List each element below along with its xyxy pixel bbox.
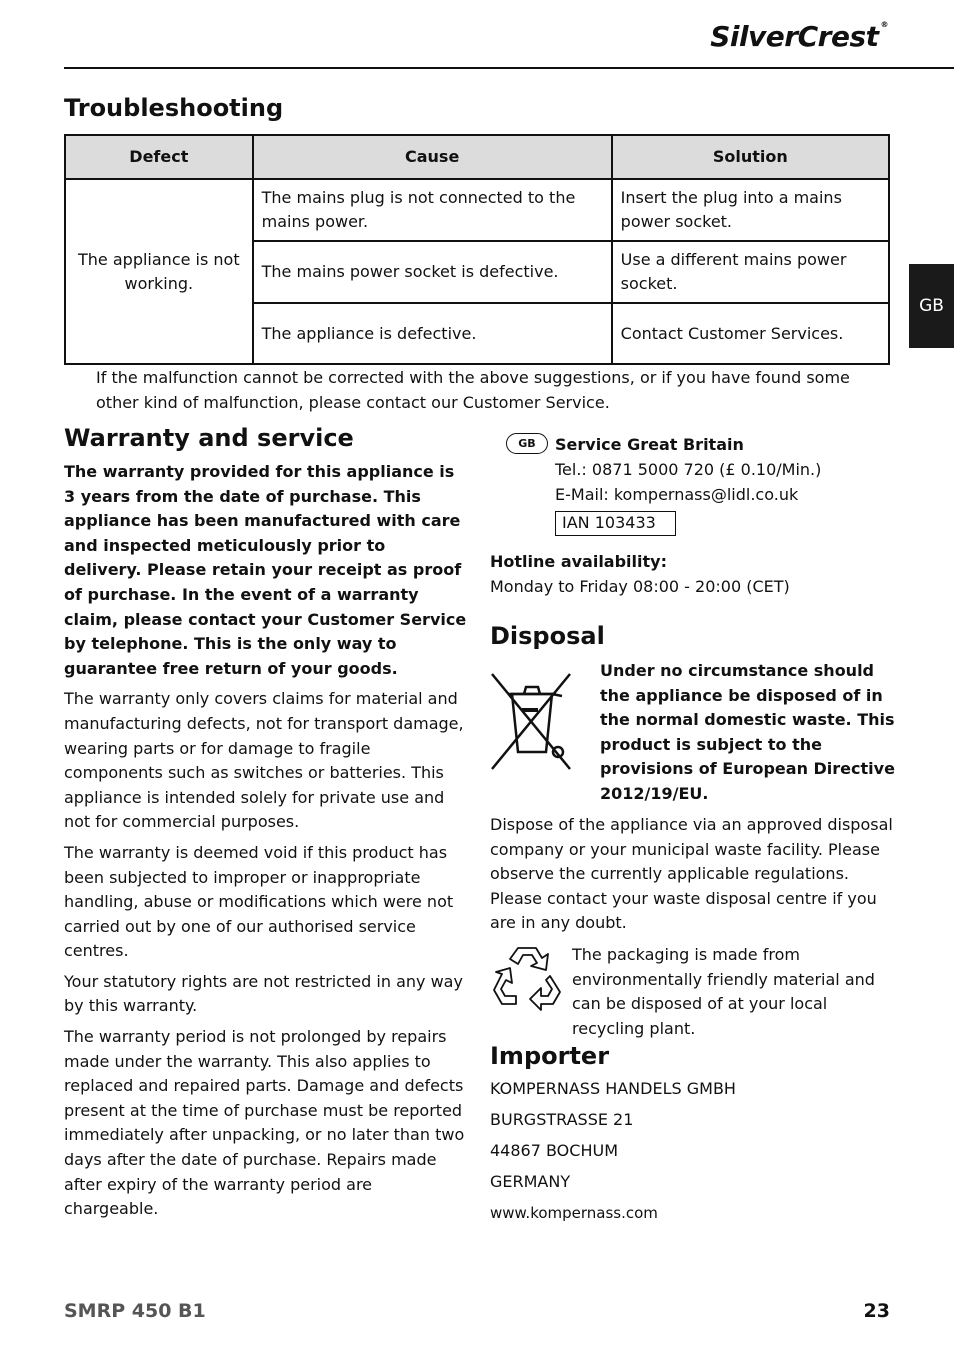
troubleshooting-note: If the malfunction cannot be corrected with the above suggestions, or if you have found some other kind of malfunction, please contact our Customer Service. <box>96 368 850 412</box>
crossed-out-bin-icon <box>490 672 572 772</box>
troubleshooting-heading: Troubleshooting <box>64 94 284 122</box>
warranty-paragraph: The warranty only covers claims for material and manufacturing defects, not for transport damage, wearing parts or for damage to fragile components such as switches or batteries. This appliance is intended solely for private use and not for commercial purposes. <box>64 689 464 832</box>
importer-address <box>490 1077 890 1232</box>
defect-cell: The appliance is not working. <box>65 179 253 364</box>
warranty-heading: Warranty and service <box>64 424 354 452</box>
importer-line: BURGSTRASSE 21 <box>490 1110 634 1129</box>
solution-cell: Use a different mains power socket. <box>612 241 889 303</box>
disposal-warning: Under no circumstance should the appliance be disposed of in the normal domestic waste. This product is subject to the provisions of European Directive 2012/19/EU. <box>600 661 895 803</box>
warranty-intro: The warranty provided for this appliance is 3 years from the date of purchase. This appliance has been manufactured with care and inspected meticulously prior to delivery. Please retain your receipt as proof of purchase. In the event of a warranty claim, please contact your Customer Service by telephone. This is the only way to guarantee free return of your goods. <box>64 462 467 678</box>
brand-logo: SilverCrest ® <box>710 20 888 53</box>
cause-cell: The mains plug is not connected to the mains power. <box>253 179 612 241</box>
service-title: Service Great Britain <box>555 435 744 454</box>
footer-model: SMRP 450 B1 <box>64 1300 206 1322</box>
warranty-paragraph: The warranty period is not prolonged by repairs made under the warranty. This also applies to replaced and repaired parts. Damage and defects present at the time of purchase must be reported immediately after unpacking, or no later than two days after the date of purchase. Repairs made after expiry of the warranty period are chargeable. <box>64 1027 465 1219</box>
column-header-defect: Defect <box>65 135 253 179</box>
warranty-body <box>64 460 468 1228</box>
cause-cell: The appliance is defective. <box>253 303 612 364</box>
disposal-text: Dispose of the appliance via an approved disposal company or your municipal waste facility. Please observe the currently applicable regulations. Please contact your waste disposal centre if you are in any doubt. <box>490 815 893 933</box>
importer-website: www.kompernass.com <box>490 1204 658 1222</box>
importer-line: 44867 BOCHUM <box>490 1141 618 1160</box>
troubleshooting-table <box>64 134 890 365</box>
warranty-paragraph: Your statutory rights are not restricted in any way by this warranty. <box>64 971 463 1016</box>
hotline-info <box>490 549 890 599</box>
disposal-heading: Disposal <box>490 622 605 650</box>
importer-heading: Importer <box>490 1042 610 1070</box>
language-tab <box>909 264 954 348</box>
table-row <box>65 179 889 241</box>
service-contact <box>555 432 895 507</box>
language-tab-label: GB <box>919 296 944 316</box>
column-header-cause: Cause <box>253 135 612 179</box>
page-number: 23 <box>863 1300 890 1322</box>
table-header-row <box>65 135 889 179</box>
packaging-text: The packaging is made from environmentally friendly material and can be disposed of at your local recycling plant. <box>572 945 875 1038</box>
solution-cell: Insert the plug into a mains power socket. <box>612 179 889 241</box>
recycle-icon <box>490 942 566 1014</box>
importer-line: KOMPERNASS HANDELS GMBH <box>490 1079 736 1098</box>
importer-line: GERMANY <box>490 1172 571 1191</box>
service-phone: Tel.: 0871 5000 720 (£ 0.10/Min.) <box>555 460 822 479</box>
solution-cell: Contact Customer Services. <box>612 303 889 364</box>
warranty-paragraph: The warranty is deemed void if this product has been subjected to improper or inappropriate handling, abuse or modifications which were not carried out by one of our authorised service centres. <box>64 842 454 961</box>
cause-cell: The mains power socket is defective. <box>253 241 612 303</box>
header-rule <box>64 67 954 69</box>
column-header-solution: Solution <box>612 135 889 179</box>
country-badge: GB <box>506 433 548 454</box>
hotline-hours: Monday to Friday 08:00 - 20:00 (CET) <box>490 577 790 596</box>
ian-box: IAN 103433 <box>555 511 676 536</box>
service-email: E-Mail: kompernass@lidl.co.uk <box>555 485 799 504</box>
hotline-title: Hotline availability: <box>490 552 667 571</box>
